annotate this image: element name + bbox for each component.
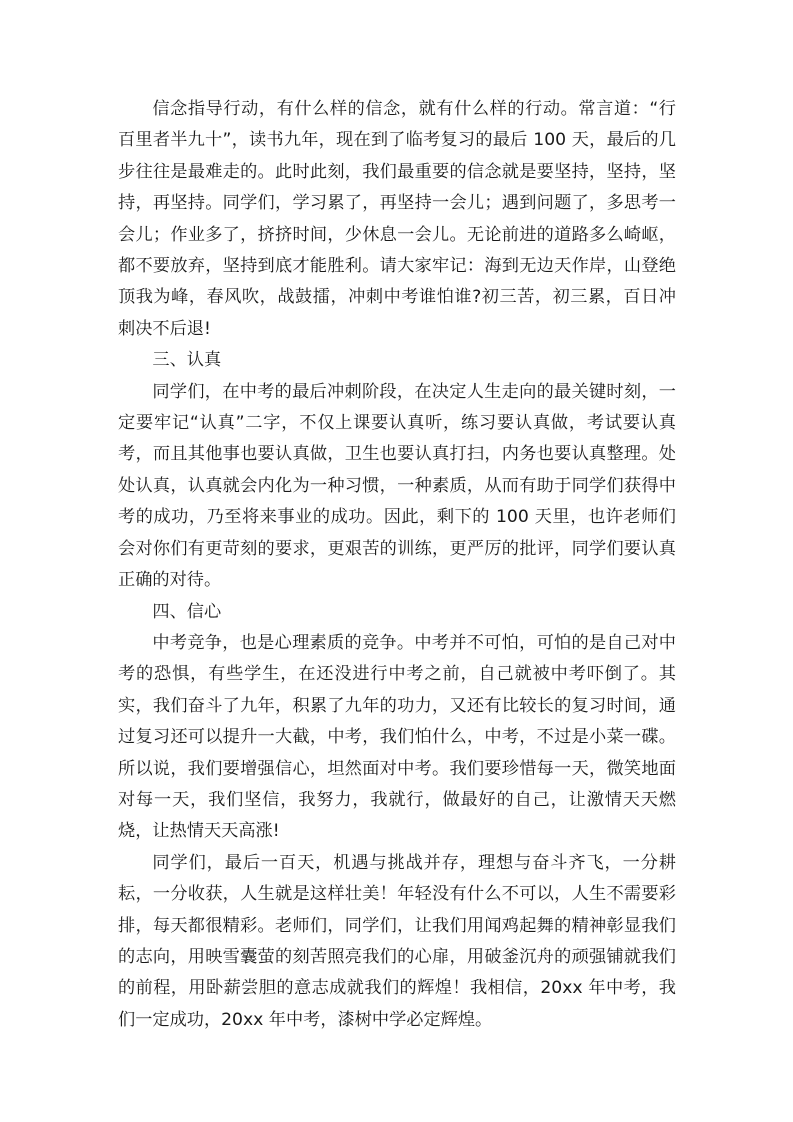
- paragraph-closing: 同学们，最后一百天，机遇与挑战并存，理想与奋斗齐飞，一分耕耘，一分收获，人生就是这样壮美！年轻没有什么不可以，人生不需要彩排，每天都很精彩。老师们，同学们，让我们用闻鸡起舞的精神彰显我们的志向，用映雪囊萤的刻苦照亮我们的心扉，用破釜沉舟的顽强铺就我们的前程，用卧薪尝胆的意志成就我们的辉煌！我相信，20xx 年中考，我们一定成功，20xx 年中考，漆树中学必定辉煌。: [118, 852, 676, 1030]
- paragraph-seriousness: 同学们，在中考的最后冲刺阶段，在决定人生走向的最关键时刻，一定要牢记“认真”二字，不仅上课要认真听，练习要认真做，考试要认真考，而且其他事也要认真做，卫生也要认真打扫，内务也要认真整理。处处认真，认真就会内化为一种习惯，一种素质，从而有助于同学们获得中考的成功，乃至将来事业的成功。因此，剩下的 100 天里，也许老师们会对你们有更苛刻的要求，更艰苦的训练，更严厉的批评，同学们要认真正确的对待。: [118, 381, 676, 591]
- heading-confidence: 四、信心: [152, 601, 222, 622]
- paragraph-belief: 信念指导行动，有什么样的信念，就有什么样的行动。常言道：“行百里者半九十”，读书九年，现在到了临考复习的最后 100 天，最后的几步往往是最难走的。此时此刻，我们最重要的信念就是要坚持，坚持，坚持，再坚持。同学们，学习累了，再坚持一会儿；遇到问题了，多思考一会儿；作业多了，挤挤时间，少休息一会儿。无论前进的道路多么崎岖，都不要放弃，坚持到底才能胜利。请大家牢记：海到无边天作岸，山登绝顶我为峰，春风吹，战鼓擂，冲刺中考谁怕谁?初三苦，初三累，百日冲刺决不后退!: [118, 99, 676, 339]
- document-page: [118, 94, 676, 1036]
- paragraph-confidence: 中考竞争，也是心理素质的竞争。中考并不可怕，可怕的是自己对中考的恐惧，有些学生，在还没进行中考之前，自己就被中考吓倒了。其实，我们奋斗了九年，积累了九年的功力，又还有比较长的复习时间，通过复习还可以提升一大截，中考，我们怕什么，中考，不过是小菜一碟。所以说，我们要增强信心，坦然面对中考。我们要珍惜每一天，微笑地面对每一天，我们坚信，我努力，我就行，做最好的自己，让激情天天燃烧，让热情天天高涨!: [118, 632, 676, 842]
- heading-seriousness: 三、认真: [152, 350, 222, 371]
